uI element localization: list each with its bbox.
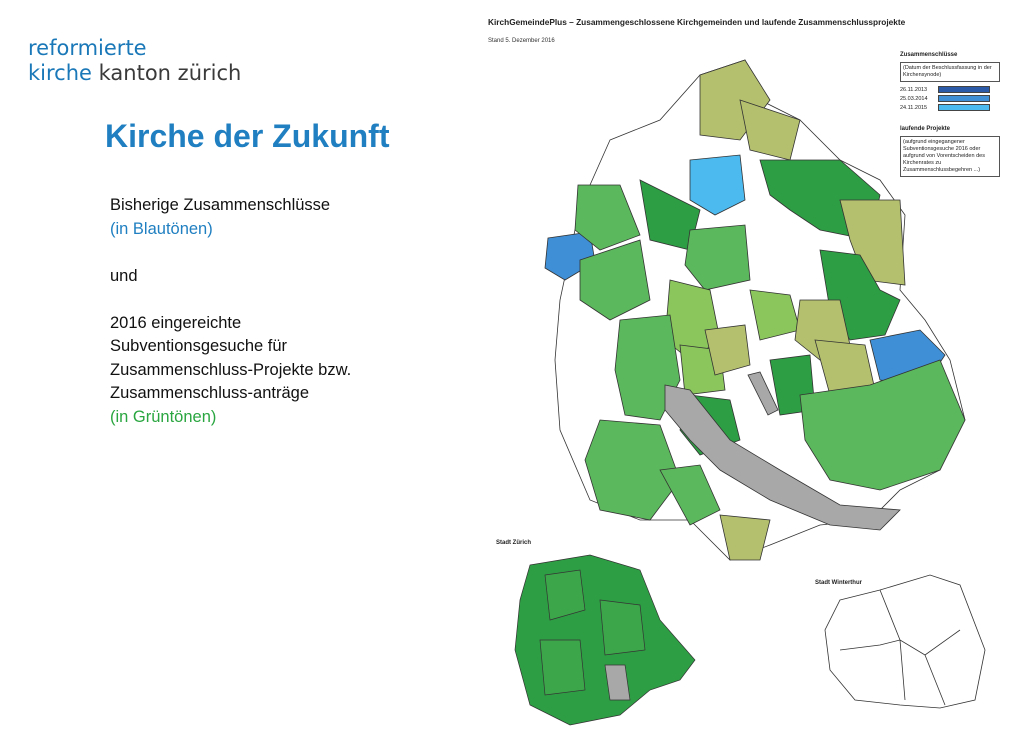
text-line: Subventionsgesuche für bbox=[110, 337, 288, 355]
text-line: 2016 eingereichte bbox=[110, 313, 242, 332]
slide-title: Kirche der Zukunft bbox=[105, 118, 390, 154]
text-line: Zusammenschluss-Projekte bzw. bbox=[110, 360, 352, 379]
legend-note-mergers: (Datum der Beschlussfassung in der Kirchensynode) bbox=[900, 62, 1000, 82]
legend-heading-mergers: Zusammenschlüsse bbox=[900, 52, 958, 58]
legend-date: 25.03.2014 bbox=[900, 95, 928, 102]
text-line-green: (in Grüntönen) bbox=[110, 407, 217, 426]
legend-heading-projects: laufende Projekte bbox=[900, 126, 951, 132]
inset-title-zurich: Stadt Zürich bbox=[496, 540, 532, 546]
text-line: Bisherige Zusammenschlüsse bbox=[110, 196, 331, 214]
legend-date: 24.11.2015 bbox=[900, 104, 928, 111]
logo-word-kanton: kanton zürich bbox=[91, 61, 242, 85]
text-line: und bbox=[110, 266, 138, 285]
text-line-blue: (in Blautönen) bbox=[110, 219, 213, 238]
legend-note-projects: (aufgrund eingegangener Subventionsgesuche 2016 oder aufgrund von Vorentscheiden des Kirchenrates zu Zusammenschlussbegehren ...) bbox=[900, 136, 1000, 177]
legend-date: 26.11.2013 bbox=[900, 86, 928, 93]
map-date: Stand 5. Dezember 2016 bbox=[488, 38, 555, 44]
map-title: KirchGemeindePlus – Zusammengeschlossene Kirchgemeinden und laufende Zusammenschlussprojekte bbox=[488, 17, 906, 27]
logo-word-kirche: kirche bbox=[28, 61, 92, 85]
logo-line-1: reformierte bbox=[28, 36, 147, 60]
inset-title-winterthur: Stadt Winterthur bbox=[815, 580, 862, 586]
text-line: Zusammenschluss-anträge bbox=[110, 384, 309, 402]
